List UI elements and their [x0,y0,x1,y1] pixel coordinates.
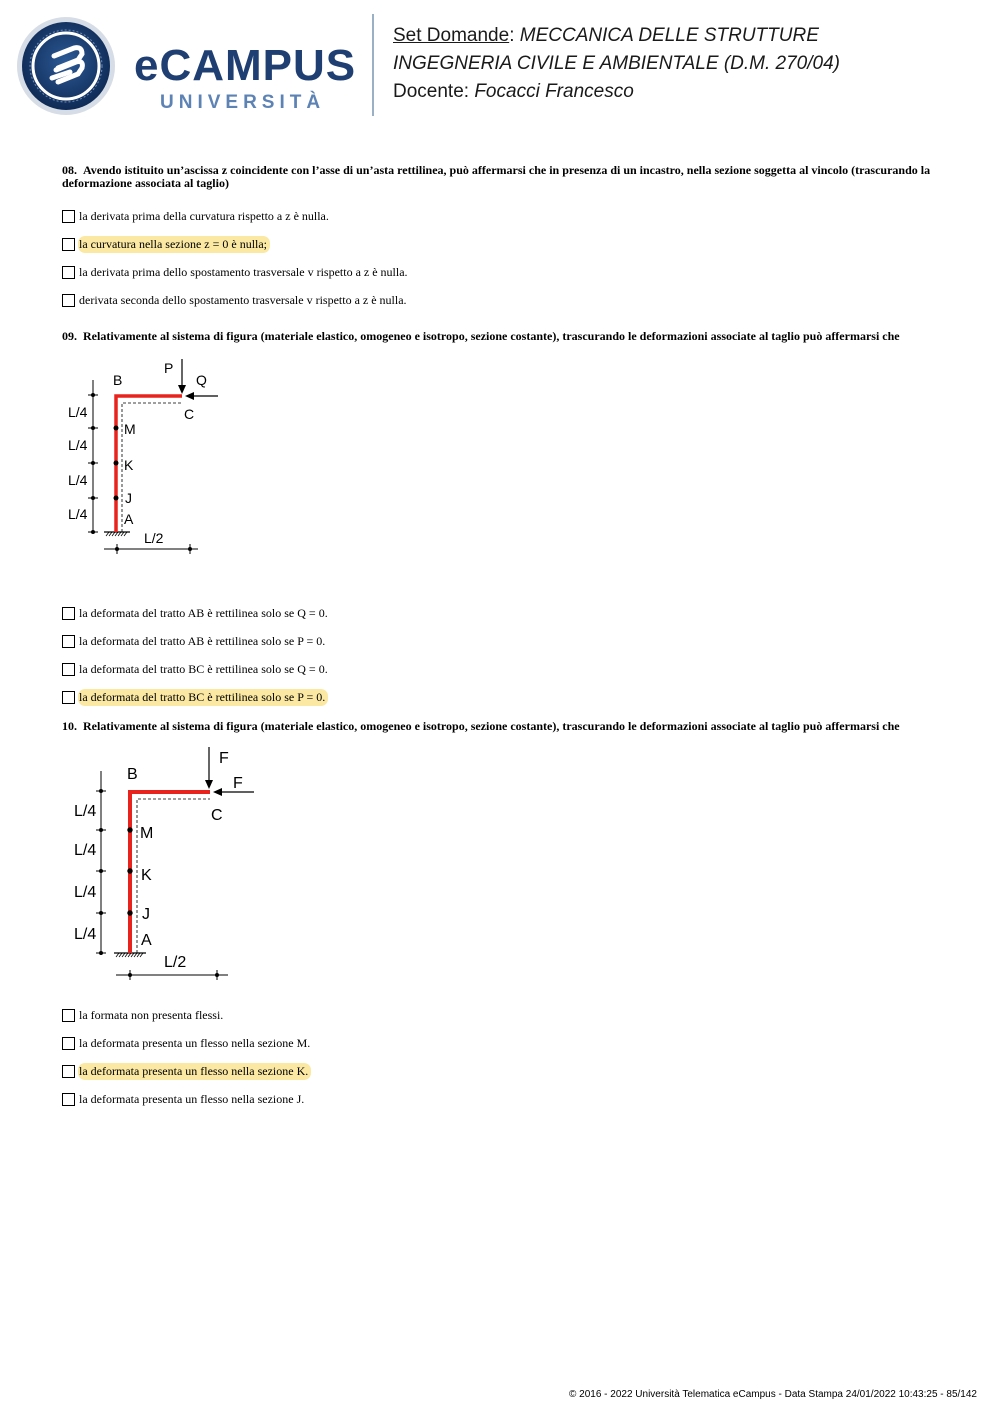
frame-diagram [62,739,262,987]
question-text [62,330,937,343]
dim-label: L/4 [68,506,88,522]
page-header [0,0,1000,130]
question-number: 08. [62,163,77,177]
frame-diagram [62,349,242,581]
node-label: K [141,867,152,884]
answer-checkbox[interactable] [62,607,75,620]
node-label: J [125,490,132,506]
answer-label-highlighted: la curvatura nella sezione z = 0 è nulla; [78,236,270,253]
node-label: C [184,406,195,422]
answer-label: la derivata prima dello spostamento trasversale v rispetto a z è nulla. [79,264,408,279]
question-number: 10. [62,719,77,733]
load-label: P [164,360,174,376]
dim-label: L/2 [164,954,187,971]
question-10 [62,720,937,1113]
node-label: B [127,766,138,783]
course-name: INGEGNERIA CIVILE E AMBIENTALE (D.M. 270/04) [393,53,840,74]
answer-option[interactable] [62,655,937,683]
node-label: A [124,511,134,527]
answer-label: la derivata prima della curvatura rispetto a z è nulla. [79,208,329,223]
set-label: Set Domande [393,25,510,46]
question-prompt: Avendo istituito un’ascissa z coincidente con l’asse di un’asta rettilinea, può affermarsi che in presenza di un incastro, nella sezione soggetta al vincolo (trascurando la deformazione associata al taglio) [62,163,931,190]
node-label: K [124,457,134,473]
answer-option[interactable] [62,683,937,711]
answer-option[interactable] [62,1085,937,1113]
dim-label: L/4 [68,437,88,453]
answer-checkbox[interactable] [62,210,75,223]
question-08 [62,164,937,314]
question-prompt: Relativamente al sistema di figura (materiale elastico, omogeneo e isotropo, sezione costante), trascurando le deformazioni associate al taglio può affermarsi che [83,719,900,733]
set-title: MECCANICA DELLE STRUTTURE [519,25,819,46]
answer-option[interactable] [62,258,937,286]
dim-label: L/4 [74,926,97,943]
node-label: C [211,807,223,824]
answer-checkbox[interactable] [62,266,75,279]
logo-wordmark: eCAMPUS [134,41,357,90]
answer-label: la deformata del tratto AB è rettilinea solo se P = 0. [79,633,326,648]
answer-option[interactable] [62,1057,937,1085]
question-number: 09. [62,329,77,343]
teacher-label: Docente: [393,81,470,102]
answer-option[interactable] [62,599,937,627]
answer-checkbox[interactable] [62,663,75,676]
answer-option[interactable] [62,230,937,258]
answer-checkbox[interactable] [62,1065,75,1078]
node-label: J [142,906,150,923]
answer-label: derivata seconda dello spostamento trasversale v rispetto a z è nulla. [79,292,407,307]
dim-label: L/4 [74,803,97,820]
answer-checkbox[interactable] [62,238,75,251]
dim-label: L/2 [144,530,164,546]
ecampus-logo [14,12,374,118]
question-text [62,720,937,733]
answer-option[interactable] [62,286,937,314]
page-footer: © 2016 - 2022 Università Telematica eCampus - Data Stampa 24/01/2022 10:43:25 - 85/142 [569,1389,977,1400]
answer-label: la deformata presenta un flesso nella sezione J. [79,1091,305,1106]
answer-label: la deformata presenta un flesso nella sezione M. [79,1035,311,1050]
dim-label: L/4 [68,472,88,488]
node-label: A [141,932,152,949]
answer-label: la deformata del tratto BC è rettilinea solo se Q = 0. [79,661,328,676]
ecampus-emblem-icon [16,16,116,116]
question-prompt: Relativamente al sistema di figura (materiale elastico, omogeneo e isotropo, sezione costante), trascurando le deformazioni associate al taglio può affermarsi che [83,329,900,343]
load-label: Q [196,372,207,388]
answer-checkbox[interactable] [62,691,75,704]
answer-checkbox[interactable] [62,1093,75,1106]
question-text [62,164,937,190]
teacher-line [393,78,840,106]
answer-checkbox[interactable] [62,1009,75,1022]
answer-option[interactable] [62,1001,937,1029]
question-09 [62,330,937,711]
answer-checkbox[interactable] [62,635,75,648]
answer-label: la formata non presenta flessi. [79,1007,224,1022]
dim-label: L/4 [74,884,97,901]
answer-option[interactable] [62,627,937,655]
teacher-name: Focacci Francesco [474,81,634,102]
load-label: F [219,750,229,767]
node-label: B [113,372,123,388]
answer-option[interactable] [62,1029,937,1057]
dim-label: L/4 [74,842,97,859]
answer-label: la deformata del tratto AB è rettilinea solo se Q = 0. [79,605,328,620]
course-info [393,22,840,106]
answer-label-highlighted: la deformata presenta un flesso nella sezione K. [78,1063,311,1080]
dim-label: L/4 [68,404,88,420]
logo-subtitle: UNIVERSITÀ [160,92,326,113]
set-line: Set Domande: MECCANICA DELLE STRUTTURE [393,25,819,46]
answer-option[interactable] [62,202,937,230]
node-label: M [124,421,136,437]
answer-checkbox[interactable] [62,294,75,307]
answer-label-highlighted: la deformata del tratto BC è rettilinea solo se P = 0. [78,689,328,706]
node-label: M [140,825,154,842]
header-divider [372,14,374,116]
load-label: F [233,775,243,792]
answer-checkbox[interactable] [62,1037,75,1050]
